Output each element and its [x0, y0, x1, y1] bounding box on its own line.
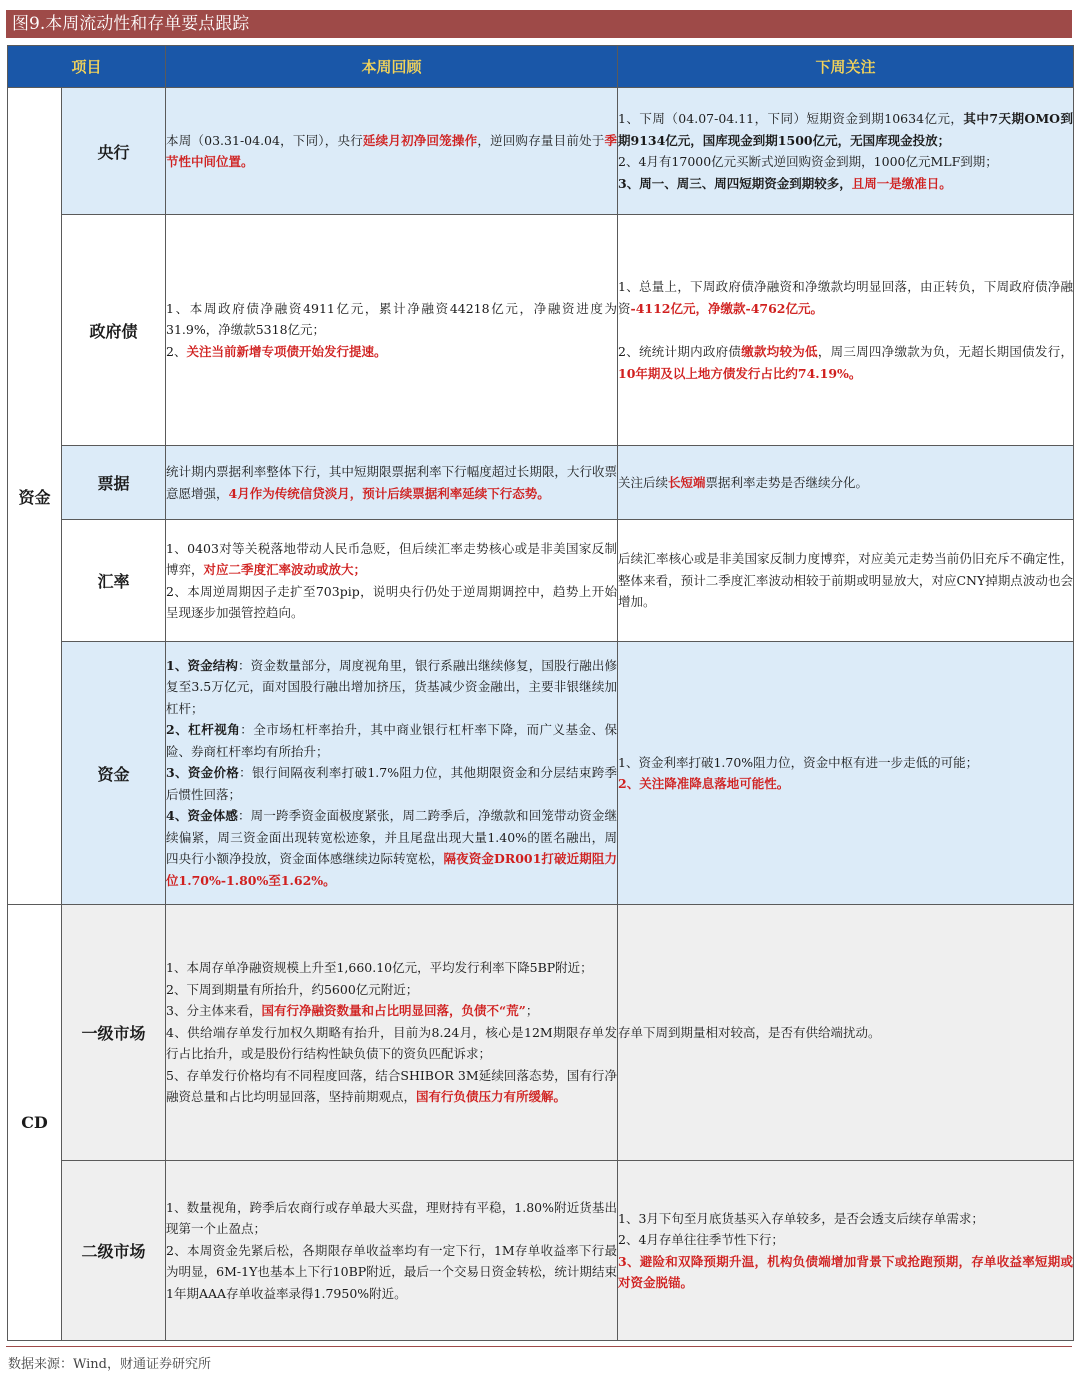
row-label-fx: 汇率	[62, 520, 166, 642]
review-gov-bond: 1、本周政府债净融资4911亿元，累计净融资44218亿元，净融资进度为31.9%，净缴款5318亿元； 2、关注当前新增专项债开始发行提速。	[166, 215, 618, 446]
row-label-bill: 票据	[62, 446, 166, 520]
review-primary: 1、本周存单净融资规模上升至1,660.10亿元，平均发行利率下降5BP附近； 2、下周到期量有所抬升，约5600亿元附近； 3、分主体来看，国有行净融资数量和占比明显回落，负债不“荒”； 4、供给端存单发行加权久期略有抬升，目前为8.24月，核心是12M期限存单发行占比抬升，或是股份行结构性缺负债下的资负匹配诉求； 5、存单发行价格均有不同程度回落，结合SHIBOR 3M延续回落态势，国有行净融资总量和占比均明显回落，坚持前期观点，国有行负债压力有所缓解。	[166, 905, 618, 1161]
category-funds: 资金	[8, 88, 62, 905]
table-row	[8, 642, 1074, 905]
source-note: 数据来源：Wind，财通证券研究所	[8, 1357, 211, 1372]
row-label-primary: 一级市场	[62, 905, 166, 1161]
focus-gov-bond: 1、总量上，下周政府债净融资和净缴款均明显回落，由正转负，下周政府债净融资-4112亿元，净缴款-4762亿元。 2、统统计期内政府债缴款均较为低，周三周四净缴款为负，无超长期国债发行，10年期及以上地方债发行占比约74.19%。	[618, 215, 1074, 446]
footer-divider	[6, 1346, 1072, 1347]
table-row	[8, 88, 1074, 215]
focus-funds: 1、资金利率打破1.70%阻力位，资金中枢有进一步走低的可能； 2、关注降准降息落地可能性。	[618, 642, 1074, 905]
review-central-bank: 本周（03.31-04.04，下同），央行延续月初净回笼操作，逆回购存量目前处于季节性中间位置。	[166, 88, 618, 215]
table-row	[8, 215, 1074, 446]
table-row	[8, 520, 1074, 642]
table-row	[8, 1161, 1074, 1341]
focus-fx: 后续汇率核心或是非美国家反制力度博弈，对应美元走势当前仍旧充斥不确定性，整体来看，预计二季度汇率波动相较于前期或明显放大，对应CNY掉期点波动也会增加。	[618, 520, 1074, 642]
header-item: 项目	[8, 46, 166, 88]
focus-primary: 存单下周到期量相对较高，是否有供给端扰动。	[618, 905, 1074, 1161]
focus-central-bank: 1、下周（04.07-04.11，下同）短期资金到期10634亿元，其中7天期OMO到期9134亿元，国库现金到期1500亿元，无国库现金投放； 2、4月有17000亿元买断式逆回购资金到期，1000亿元MLF到期； 3、周一、周三、周四短期资金到期较多，且周一是缴准日。	[618, 88, 1074, 215]
liquidity-table	[7, 45, 1074, 1341]
figure-title: 图9.本周流动性和存单要点跟踪	[6, 10, 1072, 38]
focus-secondary: 1、3月下旬至月底货基买入存单较多，是否会透支后续存单需求； 2、4月存单往往季节性下行； 3、避险和双降预期升温，机构负债端增加背景下或抢跑预期，存单收益率短期或对资金脱锚。	[618, 1161, 1074, 1341]
header-this-week: 本周回顾	[166, 46, 618, 88]
table-row	[8, 905, 1074, 1161]
review-secondary: 1、数量视角，跨季后农商行或存单最大买盘，理财持有平稳，1.80%附近货基出现第一个止盈点； 2、本周资金先紧后松，各期限存单收益率均有一定下行，1M存单收益率下行最为明显，6M-1Y也基本上下行10BP附近，最后一个交易日资金转松，统计期结束1年期AAA存单收益率录得1.7950%附近。	[166, 1161, 618, 1341]
table-row	[8, 446, 1074, 520]
review-bill: 统计期内票据利率整体下行，其中短期限票据利率下行幅度超过长期限，大行收票意愿增强，4月作为传统信贷淡月，预计后续票据利率延续下行态势。	[166, 446, 618, 520]
review-funds: 1、资金结构：资金数量部分，周度视角里，银行系融出继续修复，国股行融出修复至3.5万亿元，面对国股行融出增加挤压，货基减少资金融出，主要非银继续加杠杆； 2、杠杆视角：全市场杠杆率抬升，其中商业银行杠杆率下降，而广义基金、保险、券商杠杆率均有所抬升； 3、资金价格：银行间隔夜利率打破1.7%阻力位，其他期限资金和分层结束跨季后惯性回落； 4、资金体感：周一跨季资金面极度紧张，周二跨季后，净缴款和回笼带动资金继续偏紧，周三资金面出现转宽松迹象，并且尾盘出现大量1.40%的匿名融出，周四央行小额净投放，资金面体感继续边际转宽松，隔夜资金DR001打破近期阻力位1.70%-1.80%至1.62%。	[166, 642, 618, 905]
table-header-row	[8, 46, 1074, 88]
row-label-central-bank: 央行	[62, 88, 166, 215]
header-next-week: 下周关注	[618, 46, 1074, 88]
row-label-gov-bond: 政府债	[62, 215, 166, 446]
focus-bill: 关注后续长短端票据利率走势是否继续分化。	[618, 446, 1074, 520]
row-label-funds: 资金	[62, 642, 166, 905]
review-fx: 1、0403对等关税落地带动人民币急贬，但后续汇率走势核心或是非美国家反制博弈，对应二季度汇率波动或放大； 2、本周逆周期因子走扩至703pip，说明央行仍处于逆周期调控中，趋势上开始呈现逐步加强管控趋向。	[166, 520, 618, 642]
row-label-secondary: 二级市场	[62, 1161, 166, 1341]
category-cd: CD	[8, 905, 62, 1341]
